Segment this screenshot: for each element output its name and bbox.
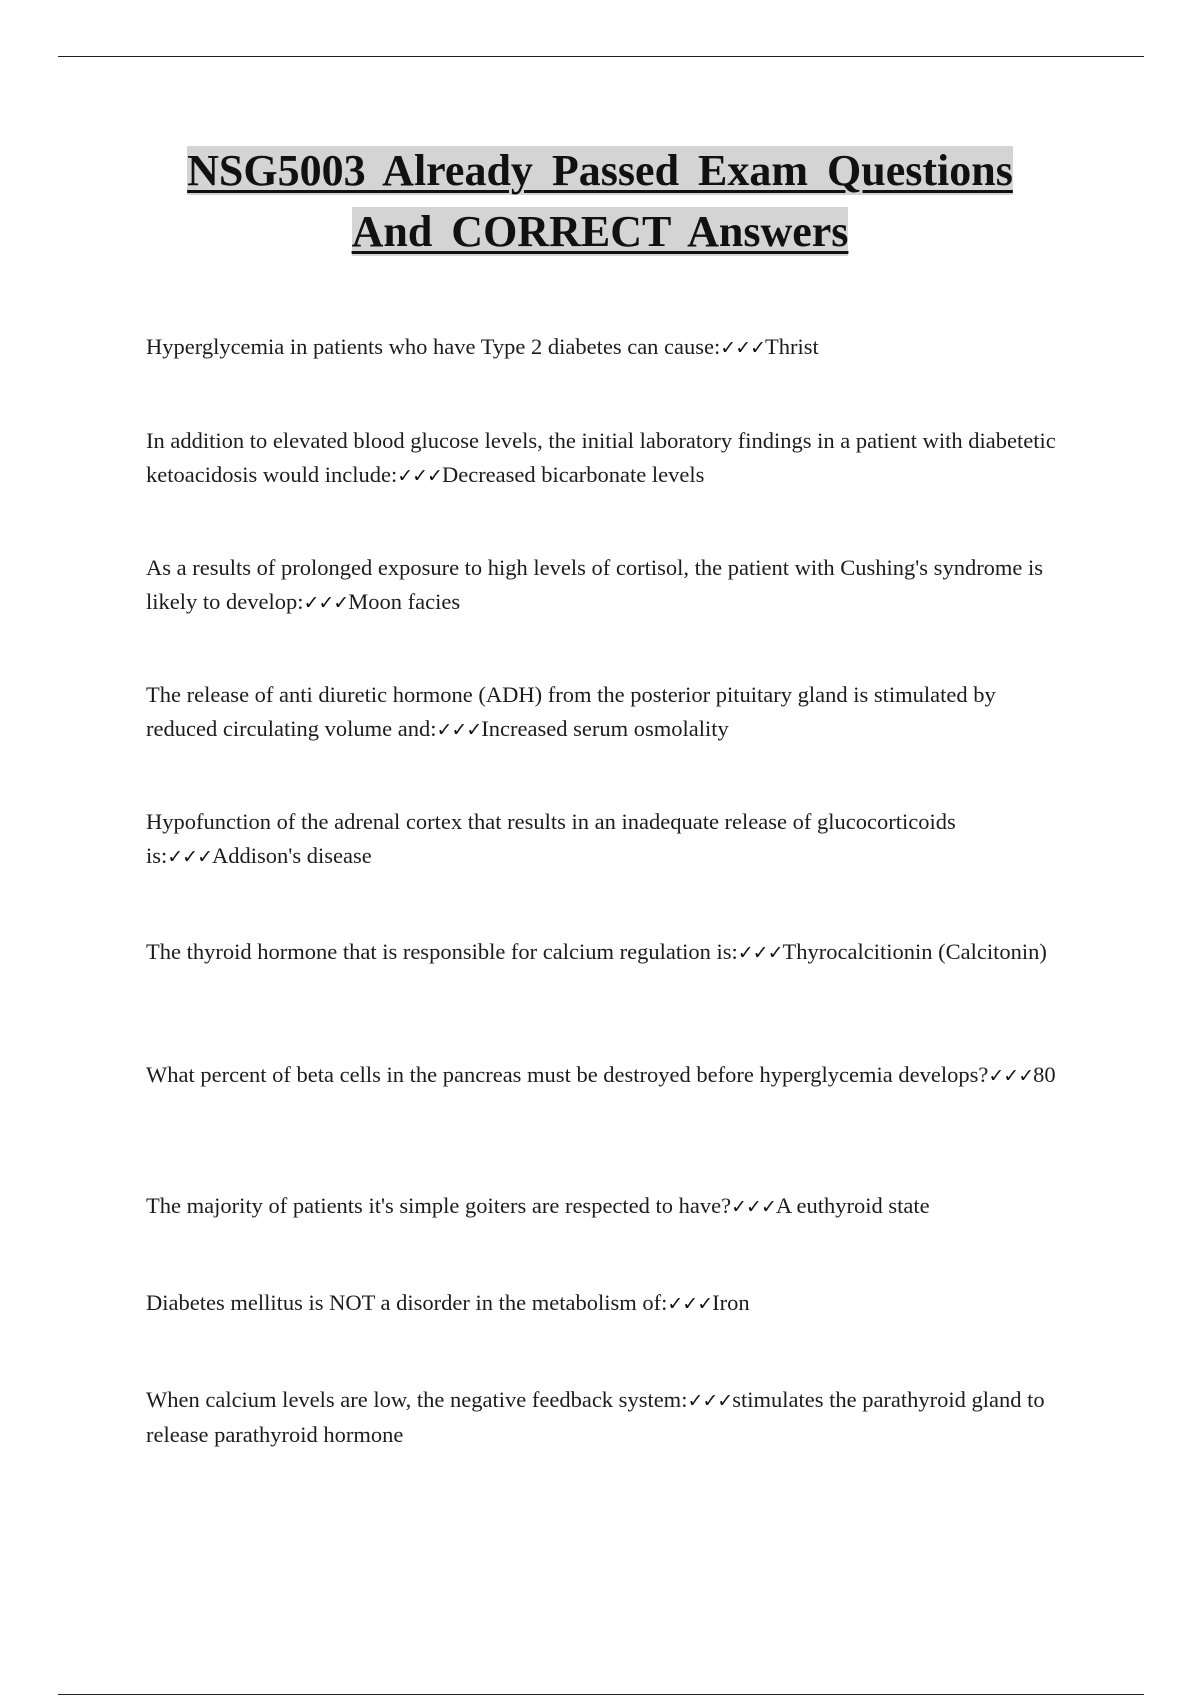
check-marks-icon: ✓✓✓ <box>303 592 349 614</box>
answer-text: stimulates the parathyroid gland to release parathyroid hormone <box>146 1387 1045 1447</box>
check-marks-icon: ✓✓✓ <box>167 846 213 868</box>
check-marks-icon: ✓✓✓ <box>720 337 766 359</box>
check-marks-icon: ✓✓✓ <box>731 1196 776 1218</box>
question-text: Hypofunction of the adrenal cortex that results in an inadequate release of glucocorticoids is: <box>146 809 956 868</box>
question-text: Hyperglycemia in patients who have Type 2 diabetes can cause: <box>146 334 721 359</box>
qa-item-2 <box>146 424 1066 493</box>
qa-item-7 <box>146 1058 1066 1093</box>
qa-item-4 <box>146 678 1066 747</box>
qa-item-5 <box>146 805 1066 874</box>
qa-item-9 <box>146 1286 1066 1321</box>
question-text: In addition to elevated blood glucose levels, the initial laboratory findings in a patient with diabetetic ketoacidosis would include: <box>146 428 1056 487</box>
title-line-1: NSG5003 Already Passed Exam Questions <box>187 146 1013 195</box>
qa-item-8 <box>146 1189 1066 1224</box>
answer-text: Thyrocalcitionin (Calcitonin) <box>782 939 1047 964</box>
question-text: When calcium levels are low, the negative feedback system: <box>146 1387 688 1412</box>
answer-text: Increased serum osmolality <box>481 716 729 741</box>
answer-text: Decreased bicarbonate levels <box>441 462 705 487</box>
qa-item-6 <box>146 935 1066 970</box>
check-marks-icon: ✓✓✓ <box>667 1293 713 1315</box>
check-marks-icon: ✓✓✓ <box>687 1390 733 1412</box>
check-marks-icon: ✓✓✓ <box>737 942 783 964</box>
document-title <box>130 140 1070 262</box>
check-marks-icon: ✓✓✓ <box>988 1065 1034 1087</box>
answer-text: A euthyroid state <box>775 1193 930 1218</box>
question-text: Diabetes mellitus is NOT a disorder in the metabolism of: <box>146 1290 668 1315</box>
check-marks-icon: ✓✓✓ <box>397 465 442 487</box>
question-text: The thyroid hormone that is responsible for calcium regulation is: <box>146 939 738 964</box>
answer-text: Moon facies <box>348 589 461 614</box>
qa-item-10 <box>146 1383 1066 1452</box>
footer-rule <box>58 1694 1144 1695</box>
answer-text: 80 <box>1033 1062 1056 1087</box>
answer-text: Iron <box>712 1290 750 1315</box>
answer-text: Addison's disease <box>212 843 372 868</box>
header-rule <box>58 56 1144 57</box>
qa-item-1 <box>146 330 1066 365</box>
answer-text: Thrist <box>765 334 819 359</box>
qa-item-3 <box>146 551 1066 620</box>
question-text: As a results of prolonged exposure to high levels of cortisol, the patient with Cushing's syndrome is likely to develop: <box>146 555 1044 614</box>
question-text: The release of anti diuretic hormone (ADH) from the posterior pituitary gland is stimulated by reduced circulating volume and: <box>146 682 996 741</box>
question-text: The majority of patients it's simple goiters are respected to have? <box>146 1193 732 1218</box>
title-line-2: And CORRECT Answers <box>351 207 849 256</box>
question-text: What percent of beta cells in the pancreas must be destroyed before hyperglycemia develops? <box>146 1062 989 1087</box>
check-marks-icon: ✓✓✓ <box>436 719 482 741</box>
